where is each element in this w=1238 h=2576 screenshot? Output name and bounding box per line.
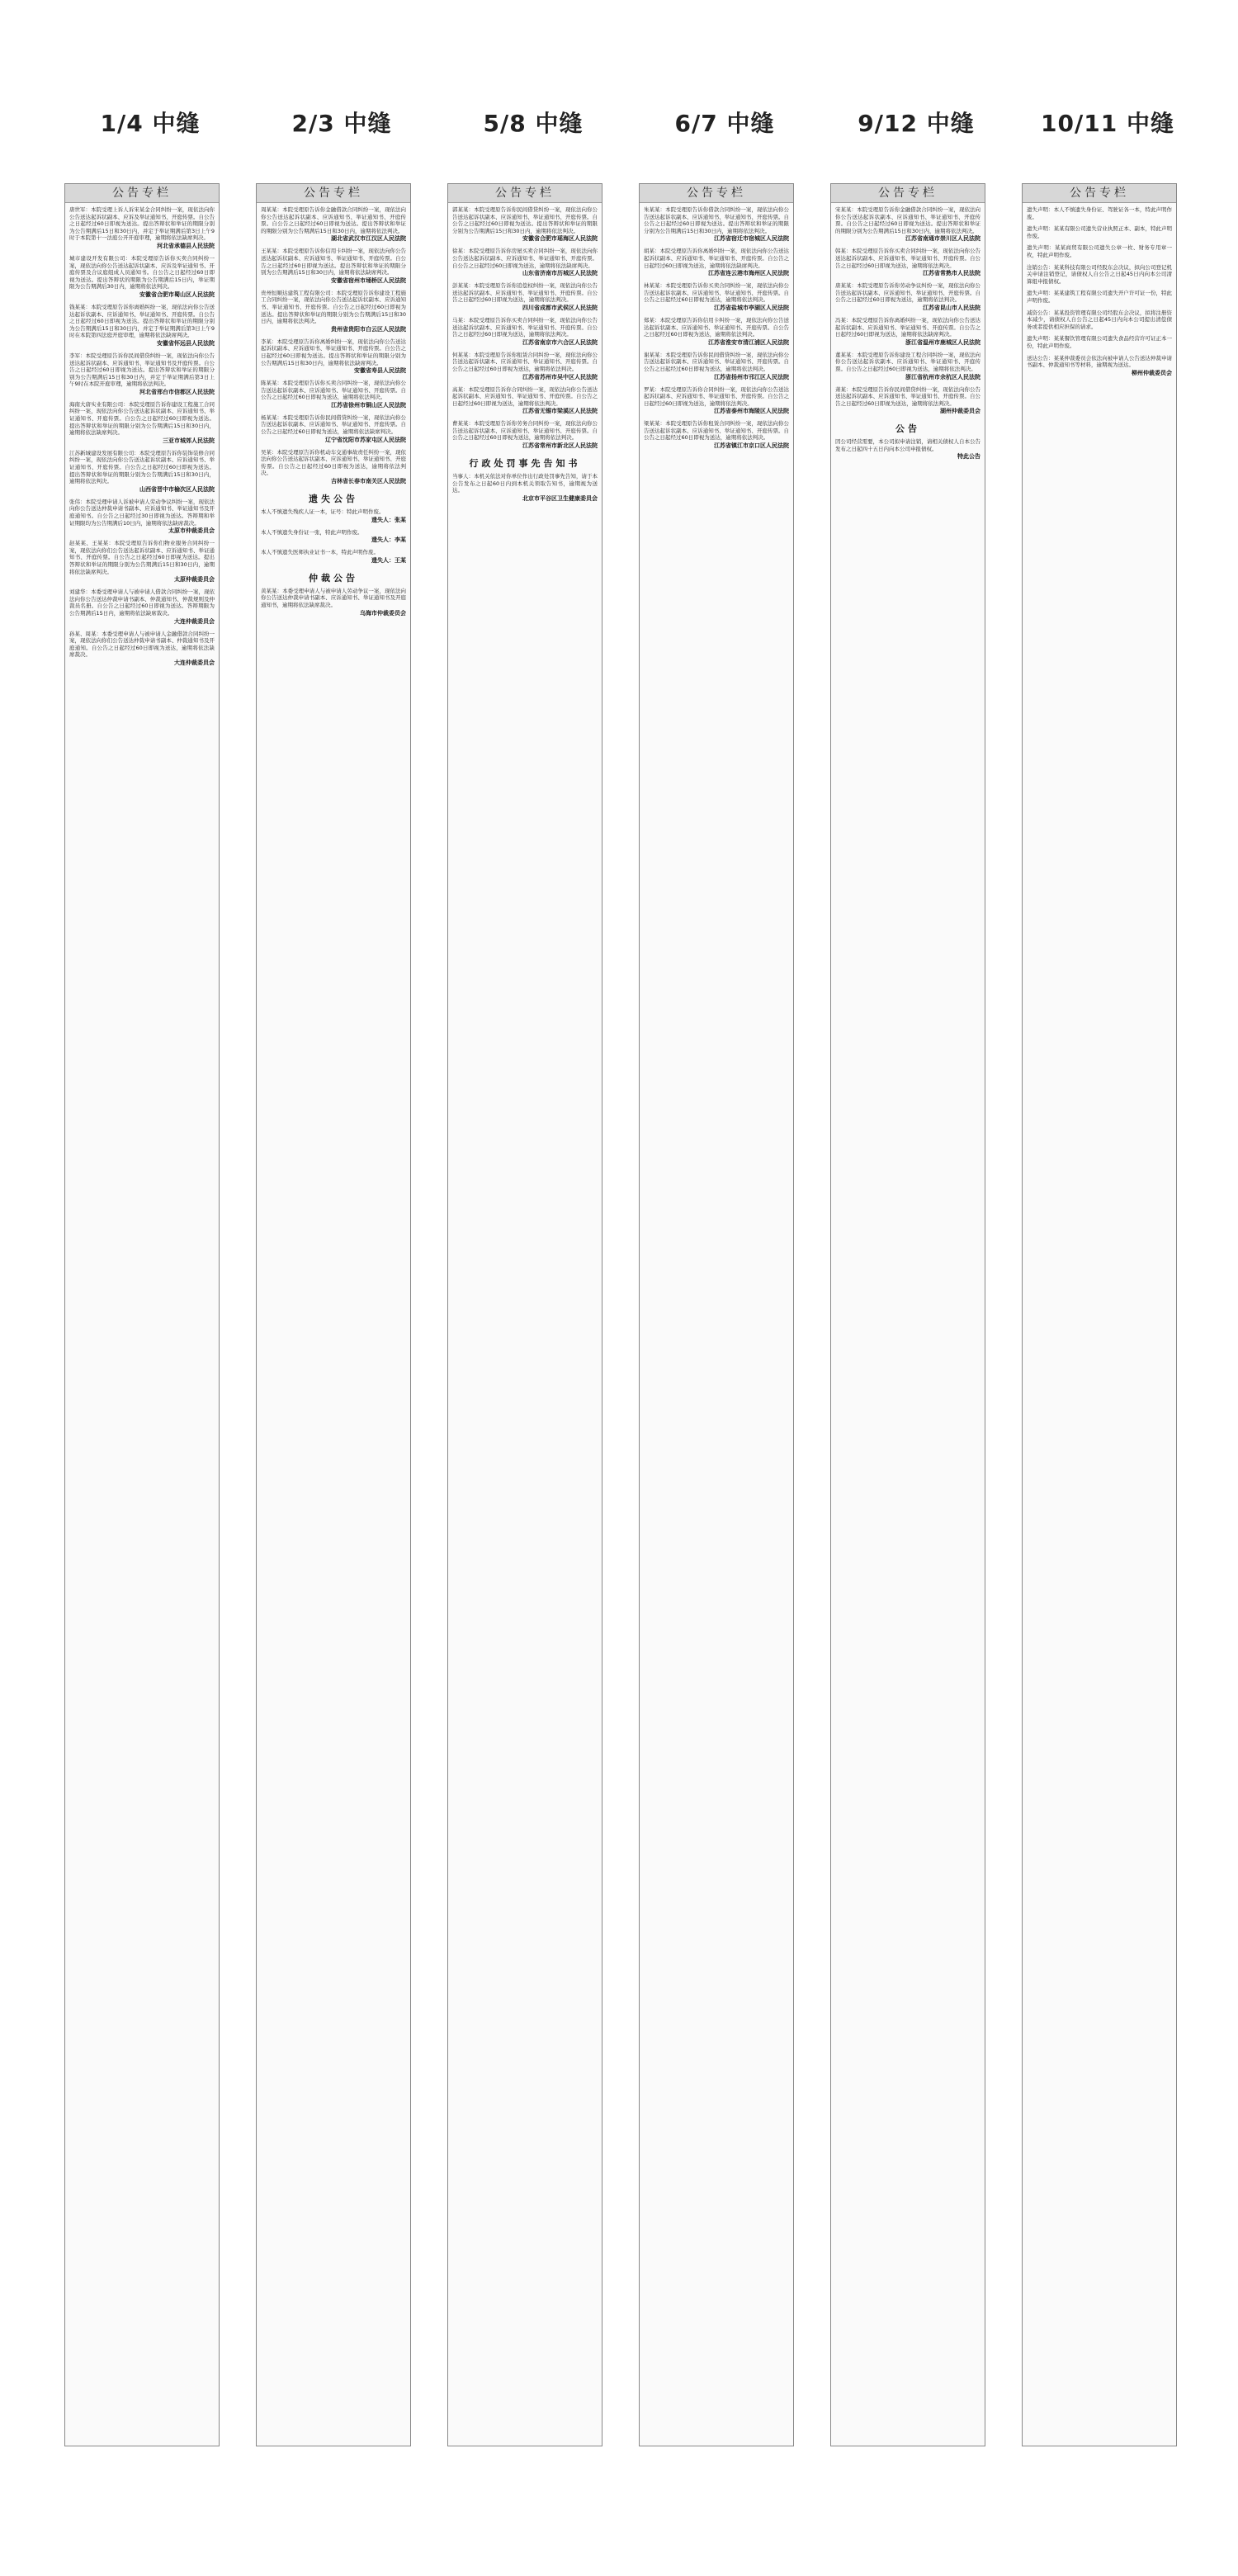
notice-text: 吴某：本院受理原告诉你机动车交通事故责任纠纷一案，现依法向你公告送达起诉状副本、应诉通知书、举证通知书、开庭传票。自公告之日起经过60日即视为送达，逾期将依法判决。 <box>261 448 406 477</box>
notice-item <box>644 282 789 312</box>
notice-column-4 <box>639 183 794 2446</box>
notice-text: 谢某某：本院受理原告诉你民间借贷纠纷一案，现依法向你公告送达起诉状副本、应诉通知书、举证通知书、开庭传票。自公告之日起经过60日即视为送达，逾期将依法判决。 <box>644 351 789 372</box>
notice-issuer: 安徽省合肥市瑶海区人民法院 <box>522 235 598 243</box>
notice-issuer: 特此公告 <box>957 453 980 461</box>
notice-item <box>1027 264 1172 286</box>
section-title: 遗失公告 <box>309 494 358 505</box>
notice-issuer: 太原仲裁委员会 <box>174 576 215 584</box>
notice-column-5 <box>830 183 985 2446</box>
notice-item <box>644 420 789 450</box>
notice-text: 城市建设开发有限公司：本院受理原告诉你买卖合同纠纷一案，现依法向你公告送达起诉状副本、应诉及举证通知书、开庭传票及合议庭组成人员通知书。自公告之日起经过60日即视为送达。提出答辩状的期限为公告期满后15日内，举证期限为公告期满后30日内，逾期将依法判决。 <box>69 254 215 291</box>
notice-issuer: 江苏省连云港市海州区人民法院 <box>708 270 789 277</box>
notice-item <box>835 352 980 381</box>
column-header-3: 5/8 中缝 <box>483 110 584 137</box>
notice-item <box>261 414 406 444</box>
notice-item <box>261 380 406 409</box>
notice-issuer: 江苏省南京市六合区人民法院 <box>522 338 598 346</box>
notice-issuer: 河北省承德县人民法院 <box>157 242 215 249</box>
column-body <box>257 203 410 2438</box>
notice-column-6 <box>1022 183 1177 2446</box>
notice-text: 赵某某、王某某：本院受理原告诉你们物业服务合同纠纷一案，现依法向你们公告送达起诉状副本、应诉通知书、举证通知书、开庭传票。自公告之日起经过60日即视为送达。提出答辩状和举证的期限分别为公告期满后15日和30日内，逾期将依法缺席判决。 <box>69 540 215 575</box>
notice-text: 遗失声明：某某有限公司遗失营业执照正本、副本，特此声明作废。 <box>1027 225 1172 239</box>
notice-item <box>1027 335 1172 349</box>
notice-item <box>261 449 406 485</box>
notice-issuer: 江苏省徐州市铜山区人民法院 <box>331 401 406 409</box>
notice-text: 唐世军：本院受理上诉人诉宋某金合同纠纷一案，现依法向你公告送达起诉状副本、应诉及举证通知书、开庭传票。自公告之日起经过60日即视为送达。提出答辩状和举证的期限分别为公告期满后15日和30日内，并定于举证期满后第3日上午9时于本院第十一法庭公开开庭审理，逾期将依法缺席判决。 <box>69 206 215 242</box>
notice-item <box>261 549 406 565</box>
notice-text: 李某：本院受理原告诉你离婚纠纷一案，现依法向你公告送达起诉状副本、应诉通知书、举证通知书、开庭传票。自公告之日起经过60日即视为送达。提出答辩状和举证的期限分别为公告期满后15日和30日内，逾期将依法缺席判决。 <box>261 338 406 366</box>
notice-issuer: 大连仲裁委员会 <box>174 617 215 625</box>
notice-text: 江苏新城建设发展有限公司：本院受理原告诉你装饰装修合同纠纷一案，现依法向你公告送达起诉状副本、应诉通知书、举证通知书、开庭传票。自公告之日起经过60日即视为送达。提出答辩状和举证的期限分别为公告期满后15日和30日内，逾期将依法判决。 <box>69 449 215 485</box>
section-title: 公告 <box>895 423 920 435</box>
notice-text: 当事人：本机关依法对你单位作出行政处罚事先告知，请于本公告发布之日起60日内到本机关领取告知书，逾期视为送达。 <box>452 473 598 494</box>
notice-issuer: 江苏省昆山市人民法院 <box>923 304 980 311</box>
column-title: 公告专栏 <box>640 184 793 203</box>
notice-text: 彭某某：本院受理原告诉你追偿权纠纷一案，现依法向你公告送达起诉状副本、应诉通知书、举证通知书、开庭传票。自公告之日起经过60日即视为送达，逾期将依法判决。 <box>452 282 598 304</box>
column-body <box>640 203 793 2438</box>
notice-item <box>452 352 598 381</box>
notice-text: 遗失声明：某某餐饮管理有限公司遗失食品经营许可证正本一份，特此声明作废。 <box>1027 335 1172 349</box>
notice-issuer: 江苏省镇江市京口区人民法院 <box>714 442 789 450</box>
notice-text: 遗失声明：本人不慎遗失身份证、驾驶证各一本，特此声明作废。 <box>1027 206 1172 220</box>
notice-issuer: 江苏省扬州市邗江区人民法院 <box>714 373 789 380</box>
notice-item <box>261 588 406 617</box>
notice-issuer: 四川省成都市武侯区人民法院 <box>522 304 598 311</box>
column-header-2: 2/3 中缝 <box>291 110 392 137</box>
notice-text: 遗失声明：某某建筑工程有限公司遗失开户许可证一份，特此声明作废。 <box>1027 290 1172 304</box>
notice-item <box>261 529 406 545</box>
notice-text: 减资公告：某某投资管理有限公司经股东会决议，拟将注册资本减少，请债权人自公告之日起45日内向本公司提出清偿债务或者提供相应担保的请求。 <box>1027 309 1172 330</box>
notice-item <box>69 631 215 667</box>
column-body <box>65 203 219 2438</box>
column-title: 公告专栏 <box>65 184 219 203</box>
notice-issuer: 山东省济南市历城区人民法院 <box>522 270 598 277</box>
notice-column-3 <box>447 183 602 2446</box>
notice-issuer: 大连仲裁委员会 <box>174 659 215 666</box>
notice-item <box>452 317 598 347</box>
column-body <box>1023 203 1176 2438</box>
notice-item <box>452 473 598 503</box>
notice-text: 董某某：本院受理原告诉你建设工程合同纠纷一案，现依法向你公告送达起诉状副本、应诉通知书、举证通知书、开庭传票。自公告之日起经过60日即视为送达，逾期将依法判决。 <box>835 351 980 372</box>
notice-item <box>835 248 980 277</box>
notice-item <box>261 206 406 243</box>
notice-item <box>835 317 980 347</box>
notice-item <box>644 386 789 416</box>
notice-item <box>261 338 406 375</box>
notice-issuer: 三亚市城郊人民法院 <box>163 437 215 444</box>
notice-text: 贵州恒顺达建筑工程有限公司：本院受理原告诉你建设工程施工合同纠纷一案，现依法向你公告送达起诉状副本、应诉通知书、举证通知书、开庭传票。自公告之日起经过60日即视为送达。提出答辩状和举证的期限分别为公告期满后15日和30日内，逾期将依法判决。 <box>261 289 406 325</box>
notice-issuer: 太原市仲裁委员会 <box>168 527 215 535</box>
notice-text: 冯某：本院受理原告诉你离婚纠纷一案，现依法向你公告送达起诉状副本、应诉通知书、举证通知书、开庭传票。自公告之日起经过60日即视为送达，逾期将依法缺席判决。 <box>835 316 980 338</box>
notice-issuer: 江苏省泰州市海陵区人民法院 <box>714 408 789 415</box>
notice-item <box>835 206 980 243</box>
column-title: 公告专栏 <box>448 184 602 203</box>
notice-item <box>644 248 789 277</box>
notice-issuer: 浙江省温州市鹿城区人民法院 <box>905 338 980 346</box>
notice-column-2 <box>256 183 411 2446</box>
notice-item <box>261 248 406 284</box>
notice-text: 刘建华：本委受理申请人与被申请人借款合同纠纷一案，现依法向你公告送达仲裁申请书副本、仲裁通知书、仲裁规则及仲裁员名册。自公告之日起经过60日即视为送达。答辩期限为公告期满后15日内，逾期将依法缺席裁决。 <box>69 588 215 617</box>
notice-text: 因公司经营需要，本公司拟申请注销，请相关债权人自本公告发布之日起四十五日内向本公司申报债权。 <box>835 438 980 452</box>
notice-issuer: 安徽省宿州市埇桥区人民法院 <box>331 277 406 284</box>
notice-issuer: 北京市平谷区卫生健康委员会 <box>522 494 598 502</box>
notice-item <box>69 588 215 625</box>
notice-text: 朱某某：本院受理原告诉你借款合同纠纷一案，现依法向你公告送达起诉状副本、应诉通知书、举证通知书、开庭传票。自公告之日起经过60日即视为送达。提出答辩状和举证的期限分别为公告期满后15日和30日内，逾期将依法判决。 <box>644 206 789 234</box>
notice-text: 杨某某：本院受理原告诉你民间借贷纠纷一案，现依法向你公告送达起诉状副本、应诉通知书、举证通知书、开庭传票。自公告之日起经过60日即视为送达，逾期将依法缺席判决。 <box>261 414 406 436</box>
notice-issuer: 遗失人：王某 <box>371 556 406 564</box>
notice-text: 王某某：本院受理原告诉你信用卡纠纷一案，现依法向你公告送达起诉状副本、应诉通知书、举证通知书、开庭传票。自公告之日起经过60日即视为送达。提出答辩状和举证的期限分别为公告期满后15日和30日内，逾期将依法缺席判决。 <box>261 248 406 277</box>
notice-text: 唐某某：本院受理原告诉你劳动争议纠纷一案，现依法向你公告送达起诉状副本、应诉通知书、举证通知书、开庭传票。自公告之日起经过60日即视为送达，逾期将依法判决。 <box>835 282 980 304</box>
notice-text: 萧某：本院受理原告诉你民间借贷纠纷一案，现依法向你公告送达起诉状副本、应诉通知书、举证通知书、开庭传票。自公告之日起经过60日即视为送达，逾期将依法判决。 <box>835 385 980 407</box>
notice-text: 林某某：本院受理原告诉你买卖合同纠纷一案，现依法向你公告送达起诉状副本、应诉通知书、举证通知书、开庭传票。自公告之日起经过60日即视为送达，逾期将依法判决。 <box>644 282 789 304</box>
notice-text: 送达公告：某某仲裁委员会依法向被申请人公告送达仲裁申请书副本、仲裁通知书等材料，逾期视为送达。 <box>1027 354 1172 369</box>
notice-item <box>69 206 215 250</box>
notice-item <box>261 508 406 524</box>
column-body <box>831 203 985 2438</box>
notice-text: 本人不慎遗失身份证一张，特此声明作废。 <box>261 528 363 536</box>
notice-text: 郭某某：本院受理原告诉你民间借贷纠纷一案，现依法向你公告送达起诉状副本、应诉通知书、举证通知书、开庭传票。自公告之日起经过60日即视为送达。提出答辩状和举证的期限分别为公告期满后15日和30日内，逾期将依法判决。 <box>452 206 598 234</box>
column-header-6: 10/11 中缝 <box>1041 110 1174 137</box>
notice-text: 本人不慎遗失医师执业证书一本，特此声明作废。 <box>261 549 379 556</box>
notice-text: 李军：本院受理原告诉你民间借贷纠纷一案，现依法向你公告送达起诉状副本、应诉通知书、举证通知书及开庭传票。自公告之日起经过60日即视为送达。提出答辩状和举证的期限分别为公告期满后15日和30日内，并定于举证期满后第3日上午9时在本院开庭审理，逾期将依法判决。 <box>69 352 215 388</box>
notice-item <box>644 206 789 243</box>
notice-issuer: 遗失人：张某 <box>371 516 406 523</box>
notice-issuer: 江苏省宿迁市宿城区人民法院 <box>714 235 789 243</box>
notice-issuer: 安徽省怀远县人民法院 <box>157 339 215 347</box>
notice-issuer: 河北省邢台市信都区人民法院 <box>139 388 215 395</box>
notice-item <box>452 206 598 243</box>
notice-item <box>835 282 980 312</box>
notice-item <box>69 255 215 299</box>
notice-item <box>452 386 598 416</box>
notice-text: 孙某、周某：本委受理申请人与被申请人金融借款合同纠纷一案，现依法向你们公告送达仲裁申请书副本、仲裁通知书及开庭通知。自公告之日起经过60日即视为送达，逾期将依法缺席裁决。 <box>69 630 215 659</box>
notice-item <box>69 540 215 584</box>
notice-item <box>261 290 406 333</box>
notice-text: 陈某某：本院受理原告诉你买卖合同纠纷一案，现依法向你公告送达起诉状副本、应诉通知书、举证通知书、开庭传票。自公告之日起经过60日即视为送达，逾期将依法判决。 <box>261 380 406 401</box>
notice-issuer: 江苏省常州市新北区人民法院 <box>522 442 598 450</box>
column-header-4: 6/7 中缝 <box>674 110 775 137</box>
notice-item <box>835 386 980 416</box>
notice-item <box>69 304 215 347</box>
notice-item <box>1027 290 1172 304</box>
notice-item <box>69 401 215 445</box>
notice-issuer: 湖北省武汉市江汉区人民法院 <box>331 235 406 243</box>
notice-text: 宋某某：本院受理原告诉你金融借款合同纠纷一案，现依法向你公告送达起诉状副本、应诉通知书、举证通知书、开庭传票。自公告之日起经过60日即视为送达。提出答辩状和举证的期限分别为公告期满后15日和30日内，逾期将依法判决。 <box>835 206 980 234</box>
notice-issuer: 湖州仲裁委员会 <box>940 408 980 415</box>
notice-item <box>1027 355 1172 377</box>
column-title: 公告专栏 <box>1023 184 1176 203</box>
column-title: 公告专栏 <box>831 184 985 203</box>
column-header-1: 1/4 中缝 <box>100 110 201 137</box>
notice-issuer: 贵州省贵阳市白云区人民法院 <box>331 325 406 333</box>
notice-text: 钱某某：本院受理原告诉你离婚纠纷一案，现依法向你公告送达起诉状副本、应诉通知书、举证通知书、开庭传票。自公告之日起经过60日即视为送达。提出答辩状和举证的期限分别为公告期满后15日和30日内，并定于举证期满后第3日上午9时在本院第四法庭开庭审理，逾期将依法缺席判决。 <box>69 303 215 339</box>
notice-text: 海南大唐实业有限公司：本院受理原告诉你建设工程施工合同纠纷一案，现依法向你公告送达起诉状副本、应诉通知书、举证通知书、开庭传票。自公告之日起经过60日即视为送达。提出答辩状和举证的期限分别为公告期满后15日和30日内，逾期将依法缺席判决。 <box>69 400 215 437</box>
notice-issuer: 江苏省苏州市吴中区人民法院 <box>522 373 598 380</box>
notice-item <box>644 352 789 381</box>
notice-item <box>69 450 215 494</box>
notice-text: 郑某：本院受理原告诉你信用卡纠纷一案，现依法向你公告送达起诉状副本、应诉通知书、举证通知书、开庭传票。自公告之日起经过60日即视为送达，逾期将依法判决。 <box>644 316 789 338</box>
section-title: 行政处罚事先告知书 <box>469 458 581 470</box>
notice-issuer: 乌海市仲裁委员会 <box>360 609 406 617</box>
column-body <box>448 203 602 2438</box>
notice-item <box>69 352 215 396</box>
notice-text: 梁某某：本院受理原告诉你租赁合同纠纷一案，现依法向你公告送达起诉状副本、应诉通知书、举证通知书、开庭传票。自公告之日起经过60日即视为送达，逾期将依法判决。 <box>644 420 789 442</box>
notice-item <box>452 420 598 450</box>
notice-issuer: 江苏省南通市崇川区人民法院 <box>905 235 980 243</box>
notice-text: 韩某：本院受理原告诉你买卖合同纠纷一案，现依法向你公告送达起诉状副本、应诉通知书、举证通知书、开庭传票。自公告之日起经过60日即视为送达，逾期将依法判决。 <box>835 248 980 269</box>
notice-item <box>644 317 789 347</box>
notice-issuer: 安徽省合肥市蜀山区人民法院 <box>139 291 215 298</box>
notice-issuer: 辽宁省沈阳市苏家屯区人民法院 <box>325 436 406 443</box>
notice-issuer: 遗失人：李某 <box>371 536 406 544</box>
notice-text: 周某某：本院受理原告诉你金融借款合同纠纷一案，现依法向你公告送达起诉状副本、应诉通知书、举证通知书、开庭传票。自公告之日起经过60日即视为送达。提出答辩状和举证的期限分别为公告期满后15日和30日内，逾期将依法判决。 <box>261 206 406 234</box>
notice-text: 曹某某：本院受理原告诉你劳务合同纠纷一案，现依法向你公告送达起诉状副本、应诉通知书、举证通知书、开庭传票。自公告之日起经过60日即视为送达，逾期将依法判决。 <box>452 420 598 442</box>
column-header-5: 9/12 中缝 <box>858 110 975 137</box>
notice-text: 注销公告：某某科技有限公司经股东会决议，拟向公司登记机关申请注销登记，请债权人自公告之日起45日内向本公司清算组申报债权。 <box>1027 263 1172 285</box>
notice-text: 本人不慎遗失残疾人证一本，证号：特此声明作废。 <box>261 508 385 516</box>
notice-item <box>1027 206 1172 220</box>
notice-issuer: 江苏省盐城市亭湖区人民法院 <box>714 304 789 311</box>
notice-text: 胡某：本院受理原告诉你离婚纠纷一案，现依法向你公告送达起诉状副本、应诉通知书、举证通知书、开庭传票。自公告之日起经过60日即视为送达，逾期将依法缺席判决。 <box>644 248 789 269</box>
notice-issuer: 吉林省长春市南关区人民法院 <box>331 478 406 485</box>
notice-column-1 <box>64 183 220 2446</box>
notice-item <box>835 438 980 461</box>
section-title: 仲裁公告 <box>309 572 358 584</box>
notice-issuer: 江苏省常熟市人民法院 <box>923 270 980 277</box>
notice-issuer: 江苏省淮安市清江浦区人民法院 <box>708 338 789 346</box>
notice-item <box>452 248 598 277</box>
notice-text: 马某：本院受理原告诉你买卖合同纠纷一案，现依法向你公告送达起诉状副本、应诉通知书、举证通知书、开庭传票。自公告之日起经过60日即视为送达，逾期将依法判决。 <box>452 316 598 338</box>
notice-text: 张伟：本院受理申请人诉被申请人劳动争议纠纷一案，现依法向你公告送达仲裁申请书副本、应诉通知书、举证通知书及开庭通知书。自公告之日起经过30日即视为送达。答辩期和举证期限均为公告期满后10日内，逾期将依法缺席裁决。 <box>69 498 215 527</box>
notice-item <box>69 499 215 535</box>
notice-text: 遗失声明：某某商贸有限公司遗失公章一枚、财务专用章一枚，特此声明作废。 <box>1027 244 1172 258</box>
notice-issuer: 江苏省无锡市梁溪区人民法院 <box>522 408 598 415</box>
notice-issuer: 安徽省寿县人民法院 <box>354 367 406 375</box>
notice-issuer: 浙江省杭州市余杭区人民法院 <box>905 373 980 380</box>
notice-item <box>1027 225 1172 239</box>
notice-issuer: 山西省晋中市榆次区人民法院 <box>139 485 215 493</box>
notice-text: 何某某：本院受理原告诉你租赁合同纠纷一案，现依法向你公告送达起诉状副本、应诉通知书、举证通知书、开庭传票。自公告之日起经过60日即视为送达，逾期将依法判决。 <box>452 351 598 372</box>
notice-text: 罗某：本院受理原告诉你合同纠纷一案，现依法向你公告送达起诉状副本、应诉通知书、举证通知书、开庭传票。自公告之日起经过60日即视为送达，逾期将依法判决。 <box>644 385 789 407</box>
notice-item <box>1027 310 1172 331</box>
notice-text: 高某：本院受理原告诉你合同纠纷一案，现依法向你公告送达起诉状副本、应诉通知书、举证通知书、开庭传票。自公告之日起经过60日即视为送达，逾期将依法判决。 <box>452 385 598 407</box>
column-title: 公告专栏 <box>257 184 410 203</box>
notice-text: 徐某：本院受理原告诉你房屋买卖合同纠纷一案，现依法向你公告送达起诉状副本、应诉通知书、举证通知书、开庭传票。自公告之日起经过60日即视为送达，逾期将依法缺席判决。 <box>452 248 598 269</box>
notice-issuer: 柳州仲裁委员会 <box>1132 369 1172 376</box>
notice-item <box>452 282 598 312</box>
notice-item <box>1027 244 1172 258</box>
notice-text: 黄某某：本委受理申请人与被申请人劳动争议一案，现依法向你公告送达仲裁申请书副本、应诉通知书、举证通知书及开庭通知书，逾期将依法缺席裁决。 <box>261 587 406 608</box>
